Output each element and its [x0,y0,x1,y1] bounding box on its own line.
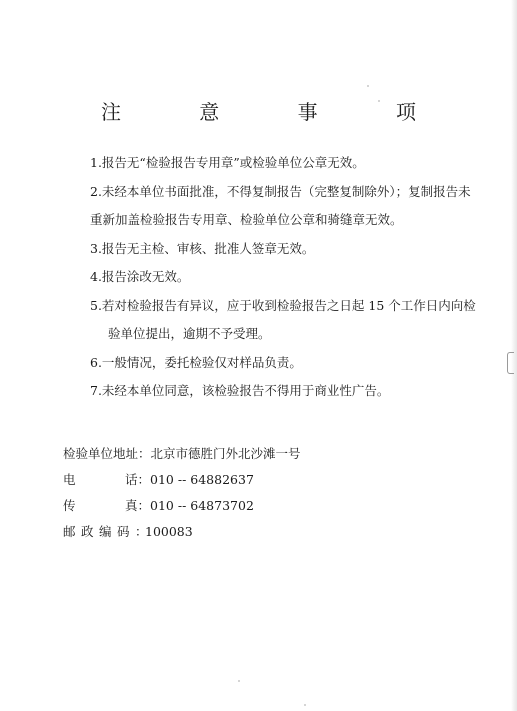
contact-info [63,441,301,545]
notice-line: 重新加盖检验报告专用章、检验单位公章和骑缝章无效。 [90,212,403,227]
postal-value: 100083 [145,524,193,539]
scan-speck [367,85,369,87]
notice-line: 2.未经本单位书面批准，不得复制报告（完整复制除外）；复制报告未 [90,183,471,199]
postal-row [63,519,301,545]
fax-label-start: 传 [63,498,76,513]
address-value: 北京市德胜门外北沙滩一号 [150,446,301,461]
notice-item [90,149,490,178]
notice-line: 4.报告涂改无效。 [90,269,190,284]
scan-mark [507,352,514,374]
address-label: 检验单位地址： [63,446,151,461]
phone-label-start: 电 [63,472,76,487]
notice-line: 7.未经本单位同意，该检验报告不得用于商业性广告。 [90,383,390,398]
phone-label-end: 话： [125,472,151,487]
notice-line: 1.报告无“检验报告专用章”或检验单位公章无效。 [90,155,365,170]
fax-label-end: 真： [125,498,151,513]
postal-label: 邮政编码： [63,524,154,539]
phone-row [63,467,301,493]
notice-item [90,292,490,349]
scan-speck [304,704,306,706]
fax-row [63,493,301,519]
notice-line: 6.一般情况，委托检验仅对样品负责。 [90,354,302,370]
document-title: 注 意 事 项 [100,100,453,124]
notice-item [90,263,490,292]
notice-item [90,377,490,406]
fax-value: 010 -- 64873702 [150,498,254,513]
notice-item [90,235,490,264]
scan-speck [238,680,240,682]
notice-line: 验单位提出，逾期不予受理。 [108,326,271,341]
address-row [63,441,301,467]
notice-list [90,149,490,406]
notice-item [90,349,490,378]
notice-item [90,178,490,235]
notice-line: 3.报告无主检、审核、批准人签章无效。 [90,240,315,256]
notice-line: 5.若对检验报告有异议，应于收到检验报告之日起 15 个工作日内向检 [90,297,476,313]
phone-value: 010 -- 64882637 [150,472,254,487]
